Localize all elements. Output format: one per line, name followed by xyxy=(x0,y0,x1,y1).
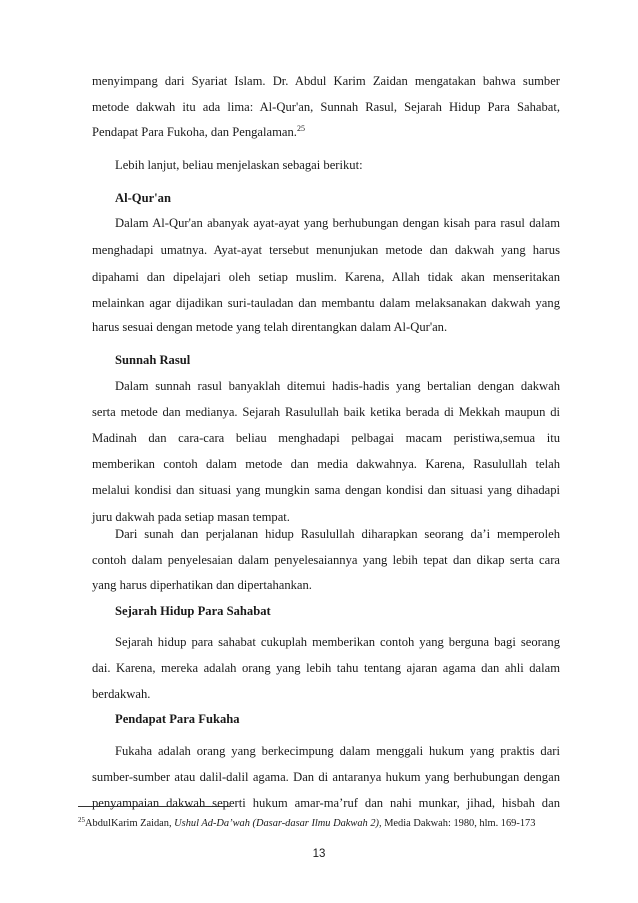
body-text-line-end: yang harus diperhatikan dan dipertahankan. xyxy=(92,578,312,592)
body-text-line: menghadapi umatnya. Ayat-ayat tersebut menunjukan metode dan dakwah yang harus xyxy=(92,243,560,257)
body-text-line-end: harus sesuai dengan metode yang telah direntangkan dalam Al-Qur'an. xyxy=(92,320,448,334)
body-text-line-end: Pendapat Para Fukoha, dan Pengalaman. xyxy=(92,125,297,139)
body-text-line: Sejarah hidup para sahabat cukuplah memberikan contoh yang berguna bagi seorang xyxy=(115,635,560,649)
section-heading: Pendapat Para Fukaha xyxy=(115,712,240,726)
body-text-line xyxy=(92,577,560,593)
body-text-line: dai. Karena, mereka adalah orang yang lebih tahu tentang ajaran agama dan ahli dalam xyxy=(92,661,560,675)
footnote xyxy=(78,818,578,830)
body-text-line-end: juru dakwah pada setiap masan tempat. xyxy=(92,510,290,524)
body-text-line: serta metode dan medianya. Sejarah Rasulullah baik ketika berada di Mekkah maupun di xyxy=(92,405,560,419)
body-text-line: dipahami dan dipelajari oleh setiap muslim. Karena, Allah tidak akan menseritakan xyxy=(92,270,560,284)
page-number: 13 xyxy=(312,848,326,860)
body-text-line: penyampaian dakwah seperti hukum amar-ma’ruf dan nahi munkar, jihad, hisbah dan xyxy=(92,796,560,810)
body-text-line: contoh dalam penyelesaian dalam penyelesaiannya yang lebih tepat dan dikap serta cara xyxy=(92,553,560,567)
body-text-line: Dalam sunnah rasul banyaklah ditemui hadis-hadis yang bertalian dengan dakwah xyxy=(115,379,560,393)
body-text-line: melalui kondisi dan situasi yang mungkin sama dengan kondisi dan situasi yang dihadapi xyxy=(92,483,560,497)
body-text-line xyxy=(115,157,560,173)
footnote-separator xyxy=(78,806,230,807)
body-text-line: metode dakwah itu ada lima: Al-Qur'an, Sunnah Rasul, Sejarah Hidup Para Sahabat, xyxy=(92,100,560,114)
section-heading: Sunnah Rasul xyxy=(115,353,191,367)
body-text-line: sumber-sumber atau dalil-dalil agama. Dan di antaranya hukum yang berhubungan dengan xyxy=(92,770,560,784)
body-text-line xyxy=(92,686,560,702)
section-heading: Sejarah Hidup Para Sahabat xyxy=(115,604,271,618)
footnote-reference: 25 xyxy=(296,124,305,133)
body-text-line: memberikan contoh dalam metode dan media dakwahnya. Karena, Rasulullah telah xyxy=(92,457,560,471)
footnote-author: AbdulKarim Zaidan, xyxy=(85,818,175,829)
body-text-line xyxy=(92,509,560,525)
body-text-line: Fukaha adalah orang yang berkecimpung dalam menggali hukum yang praktis dari xyxy=(115,744,560,758)
body-text-line-end: berdakwah. xyxy=(92,687,151,701)
body-text-line: menyimpang dari Syariat Islam. Dr. Abdul Karim Zaidan mengatakan bahwa sumber xyxy=(92,74,560,88)
body-text-line-end: Lebih lanjut, beliau menjelaskan sebagai berikut: xyxy=(115,158,363,172)
body-text-line xyxy=(92,124,560,140)
body-text-line: Madinah dan cara-cara beliau menghadapi pelbagai macam peristiwa,semua itu xyxy=(92,431,560,445)
footnote-number: 25 xyxy=(78,816,85,824)
body-text-line: melainkan agar dijadikan suri-tauladan dan membantu dalam melaksanakan dakwah yang xyxy=(92,296,560,310)
section-heading: Al-Qur'an xyxy=(115,191,171,205)
footnote-publisher: Media Dakwah: 1980, hlm. 169-173 xyxy=(381,818,536,829)
footnote-title: Ushul Ad-Da’wah (Dasar-dasar Ilmu Dakwah 2), xyxy=(174,818,382,829)
body-text-line: Dari sunah dan perjalanan hidup Rasulullah diharapkan seorang da’i memperoleh xyxy=(115,527,560,541)
body-text-line: Dalam Al-Qur'an abanyak ayat-ayat yang berhubungan dengan kisah para rasul dalam xyxy=(115,216,560,230)
body-text-line xyxy=(92,319,560,335)
